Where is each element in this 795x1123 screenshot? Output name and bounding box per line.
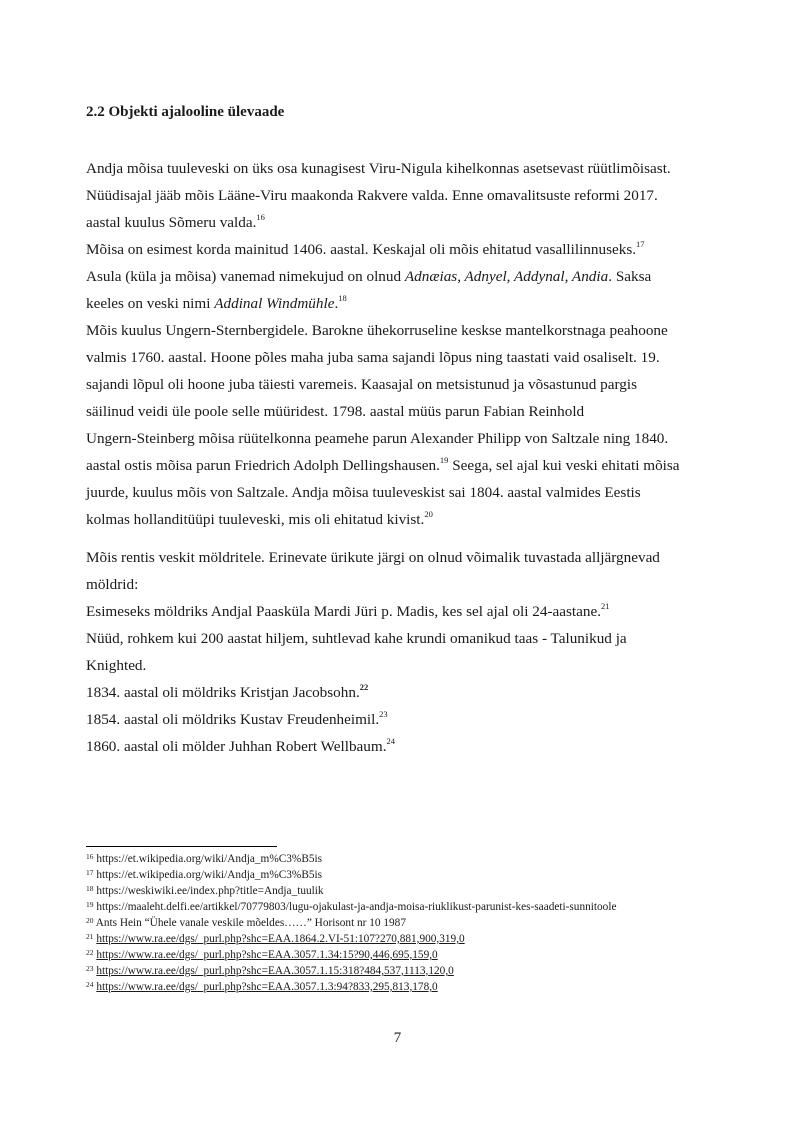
body-line-13: juurde, kuulus mõis von Saltzale. Andja mõisa tuuleveskist sai 1804. aastal valmides Eestis (86, 484, 641, 501)
body-line-10: säilinud veidi üle poole selle müüridest. 1798. aastal müüs parun Fabian Reinhold (86, 403, 585, 420)
footnote-ref-16[interactable]: 16 (256, 212, 265, 222)
footnote-23: $^{23}$ https://www.ra.ee/dgs/_purl.php?shc=EAA.3057.1.15:318?484,537,1113,120,0 (86, 964, 454, 977)
body-line-17: Esimeseks möldriks Andjal Paasküla Mardi Jüri p. Madis, kes sel ajal oli 24-aastane.$^{21}$ (86, 601, 610, 620)
footnote-separator (86, 846, 277, 847)
footnote-ref-20[interactable]: 20 (424, 509, 433, 519)
footnote-ref-18[interactable]: 18 (338, 293, 347, 303)
footnote-20: $^{20}$ Ants Hein “Ühele vanale veskile mõeldes……” Horisont nr 10 1987 (86, 916, 406, 929)
footnote-ref-17[interactable]: 17 (636, 239, 645, 249)
body-line-6: keeles on veski nimi Addinal Windmühle.$^{18}$ (86, 293, 347, 312)
footnote-ref-23[interactable]: 23 (379, 709, 388, 719)
body-line-8: valmis 1760. aastal. Hoone põles maha juba sama sajandi lõpus ning taastati vaid osaliselt. 19. (86, 349, 660, 366)
footnote-ref-21[interactable]: 21 (601, 601, 610, 611)
body-line-15: Mõis rentis veskit möldritele. Erinevate ürikute järgi on olnud võimalik tuvastada alljärgnevad (86, 549, 660, 566)
footnote-17: $^{17}$ https://et.wikipedia.org/wiki/Andja_m%C3%B5is (86, 868, 323, 881)
body-line-11: Ungern-Steinberg mõisa rüütelkonna peamehe parun Alexander Philipp von Saltzale ning 1840. (86, 430, 669, 447)
footnote-ref-24[interactable]: 24 (386, 736, 396, 746)
body-line-20: 1834. aastal oli möldriks Kristjan Jacobsohn.$^{22}$ (86, 682, 369, 701)
footnote-ref-22[interactable]: 22 (359, 682, 369, 692)
body-line-2: Nüüdisajal jääb mõis Lääne-Viru maakonda Rakvere valda. Enne omavalitsuste reformi 2017. (86, 187, 658, 204)
footnote-16: $^{16}$ https://et.wikipedia.org/wiki/Andja_m%C3%B5is (86, 852, 323, 865)
body-line-7: Mõis kuulus Ungern-Sternbergidele. Barokne ühekorruseline keskse mantelkorstnaga peahoone (86, 322, 668, 339)
footnote-ref-19[interactable]: 19 (439, 455, 449, 465)
body-line-21: 1854. aastal oli möldriks Kustav Freudenheimil.$^{23}$ (86, 709, 388, 728)
body-line-16: möldrid: (86, 576, 139, 593)
body-line-18: Nüüd, rohkem kui 200 aastat hiljem, suhtlevad kahe krundi omanikud taas - Talunikud ja (86, 630, 627, 647)
body-line-4: Mõisa on esimest korda mainitud 1406. aastal. Keskajal oli mõis ehitatud vasallilinnuseks.$^{17}$ (86, 239, 645, 258)
body-line-3: aastal kuulus Sõmeru valda.$^{16}$ (86, 212, 265, 231)
body-line-22: 1860. aastal oli mölder Juhhan Robert Wellbaum.$^{24}$ (86, 736, 396, 755)
german-name: Addinal Windmühle (214, 295, 335, 312)
body-line-14: kolmas hollanditüüpi tuuleveski, mis oli ehitatud kivist.$^{20}$ (86, 509, 433, 528)
page-number: 7 (393, 1030, 402, 1046)
body-line-9: sajandi lõpul oli hoone juba täiesti varemeis. Kaasajal on metsistunud ja võsastunud pargis (86, 376, 638, 393)
footnote-19: $^{19}$ https://maaleht.delfi.ee/artikkel/70779803/lugu-ojakulast-ja-andja-moisa-riuklikust-parunist-kes-saadeti-sunnitoole (86, 900, 617, 913)
footnote-24: $^{24}$ https://www.ra.ee/dgs/_purl.php?shc=EAA.3057.1.3:94?833,295,813,178,0 (86, 980, 438, 993)
footnote-21: $^{21}$ https://www.ra.ee/dgs/_purl.php?shc=EAA.1864.2.VI-51:107?270,881,900,319,0 (86, 932, 465, 945)
footnote-22: $^{22}$ https://www.ra.ee/dgs/_purl.php?shc=EAA.3057.1.34:15?90,446,695,159,0 (86, 948, 438, 961)
body-line-5: Asula (küla ja mõisa) vanemad nimekujud on olnud Adnæias, Adnyel, Addynal, Andia. Saksa (86, 268, 652, 285)
footnote-18: $^{18}$ https://weskiwiki.ee/index.php?title=Andja_tuulik (86, 884, 324, 897)
body-line-19: Knighted. (86, 657, 147, 674)
body-line-1: Andja mõisa tuuleveski on üks osa kunagisest Viru-Nigula kihelkonnas asetsevast rüütlimõisast. (86, 160, 671, 177)
section-heading: 2.2 Objekti ajalooline ülevaade (86, 104, 285, 120)
body-line-12: aastal ostis mõisa parun Friedrich Adolph Dellingshausen.$^{19}$ Seega, sel ajal kui veski ehitati mõisa (86, 455, 680, 474)
historical-names: Adnæias, Adnyel, Addynal, Andia (404, 268, 609, 285)
